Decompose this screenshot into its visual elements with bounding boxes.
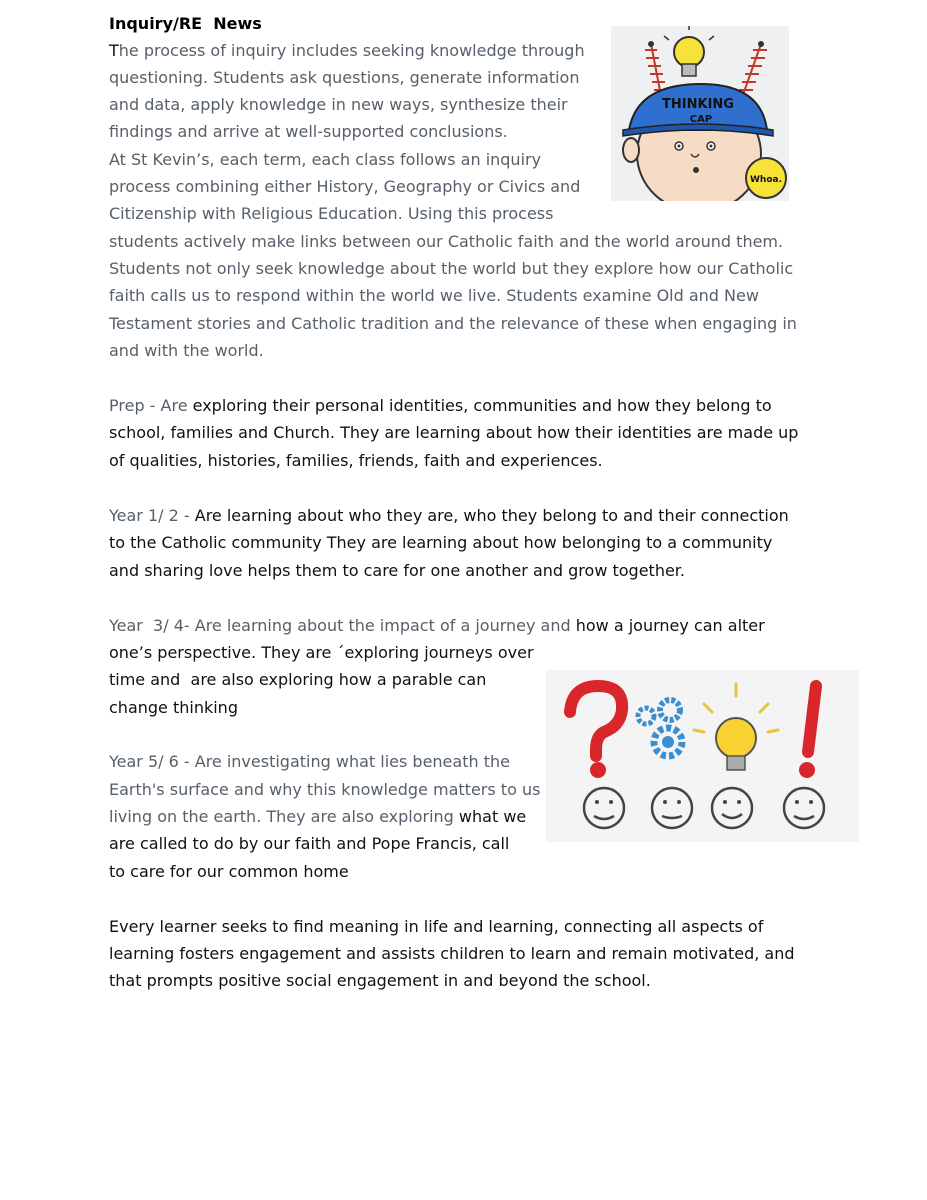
intro-line-9: Students not only seek knowledge about the world but they explore how our Catholic <box>109 259 794 278</box>
year56-line-4: are called to do by our faith and Pope Francis, call <box>109 834 510 853</box>
prep-line-3: of qualities, histories, families, friends, faith and experiences. <box>109 451 603 470</box>
closing-line-2: learning fosters engagement and assists children to learn and remain motivated, and <box>109 944 795 963</box>
year12-line-2: to the Catholic community They are learning about how belonging to a community <box>109 533 773 552</box>
intro-line-12: and with the world. <box>109 341 264 360</box>
intro-line-1 <box>109 37 585 64</box>
year56-line-2: Earth's surface and why this knowledge matters to us <box>109 780 541 799</box>
page-title: Inquiry/RE News <box>109 14 262 33</box>
intro-line-5: At St Kevin’s, each term, each class follows an inquiry <box>109 150 542 169</box>
year12-line-1 <box>109 502 789 529</box>
prep-line-1 <box>109 392 772 419</box>
year34-line-1 <box>109 612 765 639</box>
prep-label: Prep - Are <box>109 396 188 415</box>
year56-line-3-grey: living on the earth. They are also exploring <box>109 807 454 826</box>
year34-line-2: one’s perspective. They are ´exploring journeys over <box>109 643 534 662</box>
year56-line-3 <box>109 803 526 830</box>
intro-first-letter: T <box>109 41 119 60</box>
closing-line-1: Every learner seeks to find meaning in life and learning, connecting all aspects of <box>109 917 764 936</box>
year56-line-1: Year 5/ 6 - Are investigating what lies beneath the <box>109 752 510 771</box>
cap-word-2: CAP <box>689 114 713 125</box>
year34-line-4: change thinking <box>109 698 238 717</box>
thinking-cap-illustration <box>611 26 789 201</box>
intro-line-1-text: he process of inquiry includes seeking knowledge through <box>118 41 585 60</box>
year56-line-3-text: what we <box>453 807 527 826</box>
intro-line-11: Testament stories and Catholic tradition and the relevance of these when engaging in <box>109 314 797 333</box>
year34-line-1-text: how a journey can alter <box>570 616 765 635</box>
year56-line-5: to care for our common home <box>109 862 349 881</box>
ideas-illustration <box>546 670 859 842</box>
intro-line-10: faith calls us to respond within the world we live. Students examine Old and New <box>109 286 759 305</box>
intro-line-4: findings and arrive at well-supported conclusions. <box>109 122 508 141</box>
intro-line-7: Citizenship with Religious Education. Using this process <box>109 204 554 223</box>
speech-bubble-text: Whoa. <box>749 175 783 185</box>
intro-line-6: process combining either History, Geography or Civics and <box>109 177 581 196</box>
year34-label: Year 3/ 4- Are learning about the impact of a journey and <box>109 616 571 635</box>
intro-line-8: students actively make links between our Catholic faith and the world around them. <box>109 232 784 251</box>
year12-line-1-text: Are learning about who they are, who they belong to and their connection <box>189 506 789 525</box>
year34-line-3: time and are also exploring how a parable can <box>109 670 487 689</box>
prep-line-2: school, families and Church. They are learning about how their identities are made up <box>109 423 799 442</box>
year12-line-3: and sharing love helps them to care for one another and grow together. <box>109 561 685 580</box>
intro-line-2: questioning. Students ask questions, generate information <box>109 68 580 87</box>
closing-line-3: that prompts positive social engagement in and beyond the school. <box>109 971 651 990</box>
intro-line-3: and data, apply knowledge in new ways, synthesize their <box>109 95 568 114</box>
year12-label: Year 1/ 2 - <box>109 506 190 525</box>
prep-line-1-text: exploring their personal identities, communities and how they belong to <box>187 396 772 415</box>
cap-word-1: THINKING <box>662 97 734 112</box>
